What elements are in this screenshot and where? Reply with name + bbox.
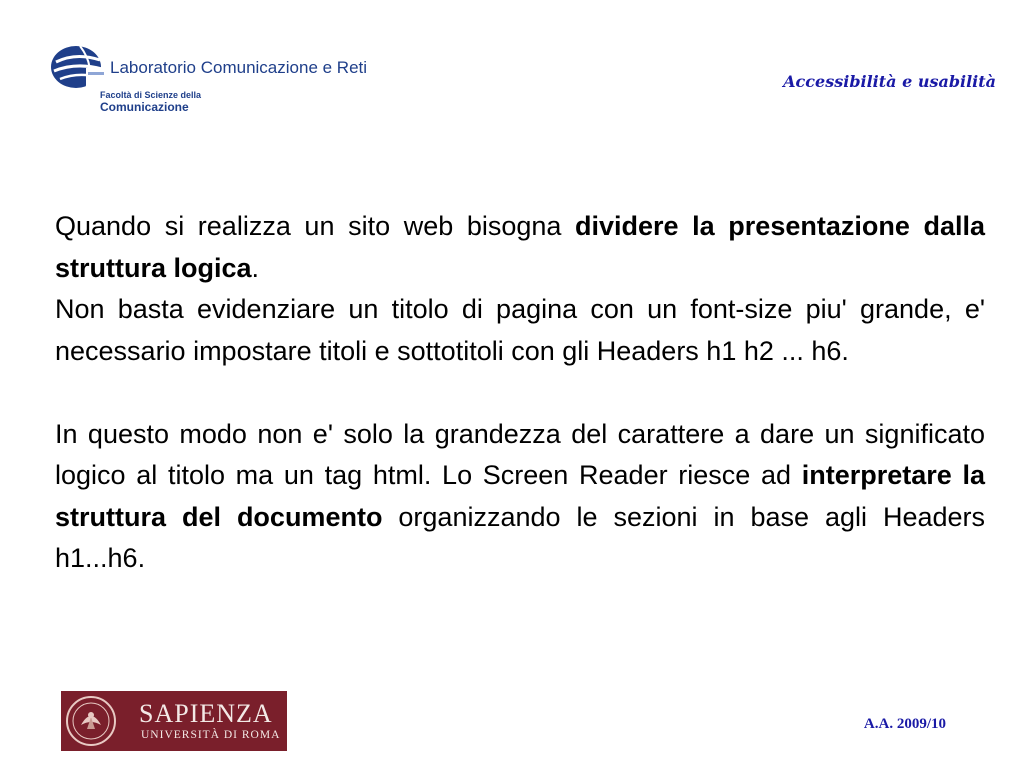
p3-bold: interpretare la struttura del documento: [55, 460, 985, 532]
p3-end: organizzando le sezioni in base agli Headers h1...h6.: [55, 501, 985, 573]
lab-name: Laboratorio Comunicazione e Reti: [110, 58, 368, 77]
p1-text: Quando si realizza un sito web bisogna: [55, 211, 576, 241]
faculty-line1: Facoltà di Scienze della: [100, 90, 202, 100]
globe-logo-icon: [50, 42, 106, 92]
slide-body: [55, 206, 985, 580]
p3-text: In questo modo non e' solo la grandezza del carattere a dare un significato logico al titolo ma un tag html. Lo Screen Reader riesce ad: [55, 418, 985, 490]
course-title: Accessibilità e usabilità: [783, 72, 996, 91]
paragraph-gap: [55, 372, 985, 414]
university-seal-icon: [65, 695, 117, 747]
academic-year: A.A. 2009/10: [863, 716, 946, 732]
sapienza-logo: [61, 691, 287, 751]
university-name: SAPIENZA: [139, 699, 273, 728]
university-subtitle: UNIVERSITÀ DI ROMA: [141, 729, 281, 741]
faculty-line2: Comunicazione: [100, 100, 189, 114]
paragraph-3: [55, 414, 985, 580]
paragraph-1: [55, 206, 985, 289]
paragraph-2: Non basta evidenziare un titolo di pagina con un font-size piu' grande, e' necessario impostare titoli e sottotitoli con gli Headers h1 h2 ... h6.: [55, 294, 985, 366]
p1-end: .: [251, 252, 260, 283]
p1-bold: dividere la presentazione dalla struttura logica: [55, 211, 985, 283]
